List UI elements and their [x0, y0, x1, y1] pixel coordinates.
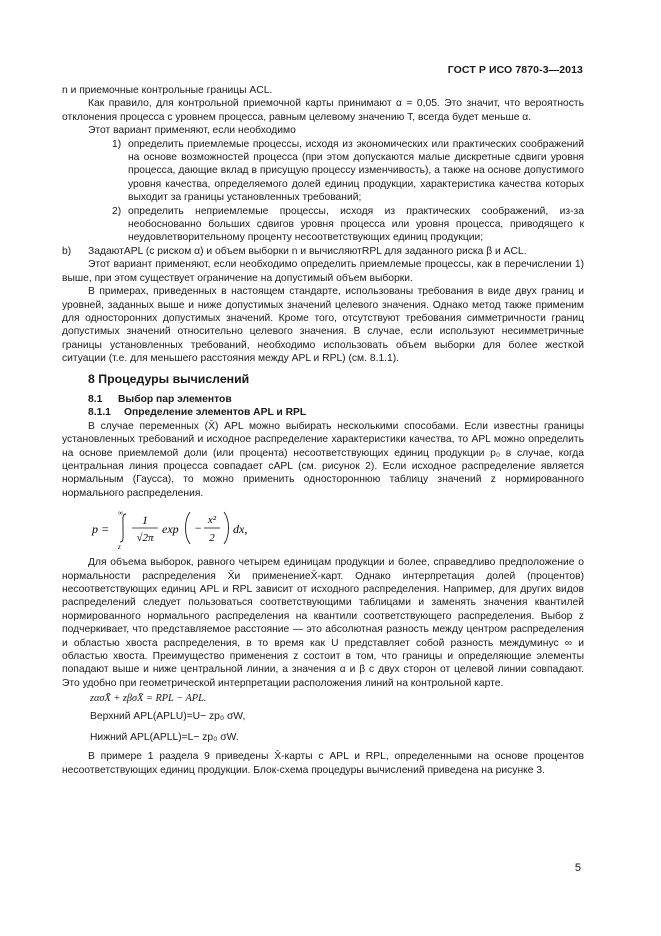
list-item [112, 138, 584, 205]
section-heading: 8 Процедуры вычислений [88, 371, 250, 386]
numbered-list [112, 138, 584, 245]
option-b [62, 245, 584, 258]
exp-fraction-numerator: x² [207, 514, 217, 527]
exp-fraction-denominator: 2 [209, 532, 215, 545]
paragraph-6: В случае переменных (X̄) APL можно выбирать несколькими способами. Если известны границы установленных требований и исходное распределение характеристики качества, то APL можно определить на основе приемлемой доли (или процента) несоответствующих единиц продукции p₀ в случае, когда центральная линия процесса совпадает сAPL (см. рисунок 2). Если исходное распределение является нормальным (Гаусса), то можно применить одностороннюю таблицу значений z нормированного нормального распределения. [62, 420, 584, 499]
formula-dx: dx, [233, 522, 248, 537]
clause-number: 8.1.1 [88, 407, 111, 419]
paragraph-5: В примерах, приведенных в настоящем стандарте, использованы требования в виде двух границ и уровней, заданных выше и ниже допустимых значений целевого значения. Однако метод также применим для односторонних допустимых значений. Кроме того, отсутствуют требования симметричности границ допустимых значений относительно целевого значения. В случае, если используют несимметричные границы установленных требований, необходимо использовать объем выборки для более жесткой ситуации (т.е. для меньшего расстояния между APL и RPL) (см. 8.1.1). [62, 286, 584, 365]
page-number: 5 [574, 862, 581, 874]
formula-graphic [90, 506, 310, 550]
option-b-text: ЗадаютAPL (с риском α) и объем выборки n и вычисляютRPL для заданного риска β и ACL. [88, 245, 527, 257]
subsection-heading [88, 393, 584, 406]
list-item [112, 205, 584, 245]
list-item-text: определить неприемлемые процессы, исходя из практических соображений, из-за необоснованно больших сдвигов уровня процесса или уровня процесса, приводящего к неудовлетворительному проценту несоответствующих единиц продукции; [128, 205, 584, 244]
subsection-title: Выбор пар элементов [118, 393, 232, 405]
paragraph-7: Для объема выборок, равного четырем единицам продукции и более, справедливо предположение о нормальности распределения X̄и применениеX̄-карт. Однако интерпретация долей (процентов) несоответствующих единиц APL и RPL зависит от исходного распределения. Например, для других видов распределений следует пользоваться соответствующими таблицами и заменять значения квантилей нормированного нормального распределения на квантили соответствующего распределения. Выбор z подчеркивает, что представляемое расстояние — это абсолютная разность между центром распределения и областью хвоста распределения, в то время как U представляет собой разность междуминус ∞ и областью хвоста. Преимущество применения z состоит в том, что границы и определяющие элементы попадают выше и ниже центральной линии, а значения α и β с двух сторон от целевой линии совпадают. Это удобно при геометрической интерпретации расположения линий на контрольной карте. [62, 557, 584, 689]
list-item-text: определить приемлемые процессы, исходя из экономических или практических соображений на основе возможностей процесса (при этом допускаются малые дискретные сдвиги уровня процесса, дающие вклад в присущую процессу изменчивость), а также на основе допустимого уровня качества, определяемого долей единиц продукции, характеристика качества которых выходит за границы установленных требований; [128, 138, 584, 204]
equation-3: Нижний APL(APLL)=L− zp₀ σW. [90, 732, 239, 744]
equation-1: zασX̄ + zβσX̄ = RPL − APL. [90, 693, 207, 705]
minus-sign: − [194, 521, 203, 536]
option-b-label: b) [62, 245, 72, 257]
right-paren [224, 512, 229, 544]
subsection-number: 8.1 [88, 393, 103, 405]
paragraph-3: Этот вариант применяют, если необходимо [88, 125, 296, 137]
clause-title: Определение элементов APL и RPL [124, 407, 307, 419]
paragraph-8: В примере 1 раздела 9 приведены X̄-карты с APL и RPL, определенными на основе процентов несоответствующих единиц продукции. Блок-схема процедуры вычислений приведена на рисунке 3. [62, 751, 584, 776]
formula-numerator: 1 [142, 513, 148, 528]
paragraph-4: Этот вариант применяют, если необходимо определить приемлемые процессы, как в перечислении 1) выше, при этом существует ограничение на допустимый объем выборки. [62, 259, 584, 284]
page-content [62, 84, 584, 777]
integral-sign [120, 514, 126, 542]
normal-distribution-formula [90, 506, 584, 550]
document-header: ГОСТ Р ИСО 7870-3—2013 [447, 64, 583, 76]
list-item-number: 2) [112, 205, 122, 217]
formula-upper-limit: ∞ [118, 509, 123, 518]
paragraph-2: Как правило, для контрольной приемочной карты принимают α = 0,05. Это значит, что вероятность отклонения процесса с уровнем процесса, равным целевому значению T, всегда будет меньше α. [62, 98, 584, 123]
formula-lower-limit: z [118, 543, 121, 551]
paragraph-1: n и приемочные контрольные границы ACL. [62, 85, 273, 96]
formula-exp: exp [162, 522, 179, 537]
list-item-number: 1) [112, 138, 122, 150]
formula-denominator: √2π [136, 532, 154, 545]
clause-heading [88, 406, 584, 419]
equation-2: Верхний APL(APLU)=U− zp₀ σW, [90, 710, 246, 722]
formula-lhs: p = [92, 522, 110, 537]
left-paren [186, 512, 191, 544]
